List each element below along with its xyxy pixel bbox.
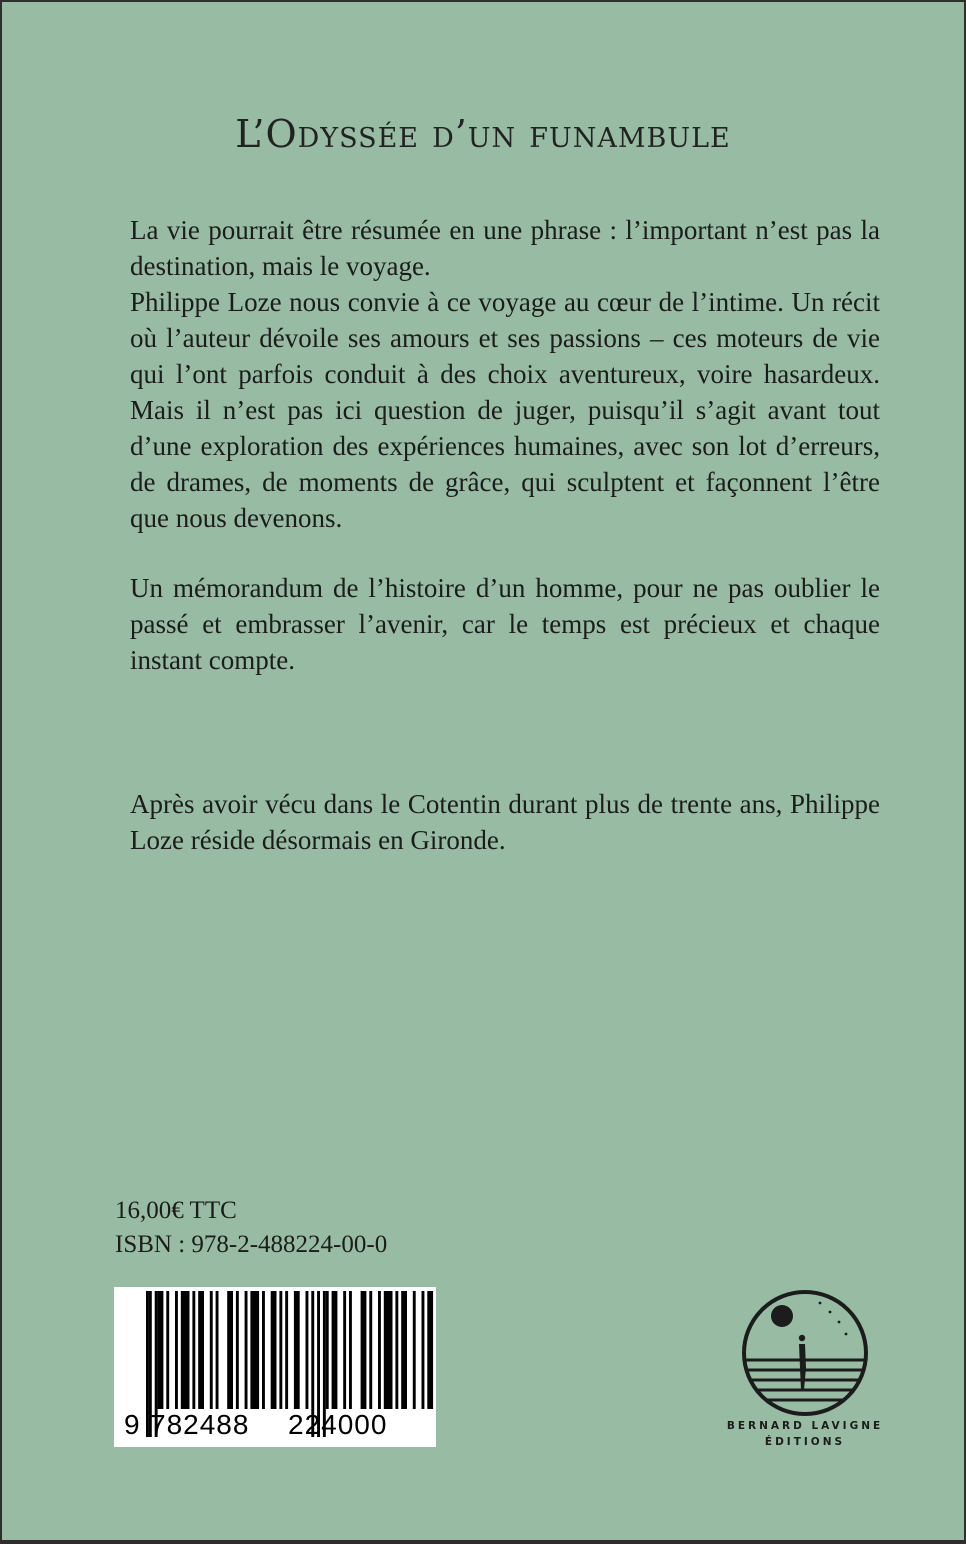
barcode-bar [279, 1291, 282, 1409]
barcode-bar [384, 1291, 393, 1409]
barcode-bar [427, 1291, 433, 1409]
barcode-bar [413, 1291, 416, 1409]
barcode-bar [369, 1291, 372, 1409]
barcode-bar [216, 1291, 219, 1409]
barcode-bar [227, 1291, 233, 1409]
barcode-bar [158, 1291, 164, 1409]
author-bio [130, 786, 880, 858]
barcode-bar [395, 1291, 398, 1409]
memorandum-paragraph: Un mémorandum de l’histoire d’un homme, pour ne pas oublier le passé et embrasser l’avenir, car le temps est précieux et chaque instant compte. [130, 573, 880, 675]
barcode-bar [343, 1291, 346, 1409]
barcode-bar [250, 1291, 259, 1409]
barcode-bar [349, 1291, 352, 1409]
blurb-paragraph-intro: La vie pourrait être résumée en une phrase : l’important n’est pas la destination, mais le voyage. [130, 215, 880, 281]
barcode-bar [401, 1291, 407, 1409]
barcode-bar [198, 1291, 204, 1409]
barcode-bar [294, 1291, 300, 1409]
barcode-bar [361, 1291, 367, 1409]
book-title: L’Odyssée d’un funambule [235, 112, 731, 156]
barcode-bar [271, 1291, 277, 1409]
barcode-bar [306, 1291, 309, 1409]
price-isbn-block [115, 1194, 387, 1262]
barcode-bar [146, 1291, 149, 1437]
publisher-editions: ÉDITIONS [764, 1436, 846, 1448]
book-back-cover [2, 2, 964, 1540]
barcode-left-digits: 782488 [150, 1409, 250, 1440]
barcode-bar [236, 1291, 239, 1409]
barcode-bar [285, 1291, 288, 1409]
barcode-bar [175, 1291, 178, 1409]
publisher-logo [720, 1286, 890, 1456]
barcode-bar [181, 1291, 190, 1409]
barcode-bar [262, 1291, 265, 1409]
barcode-right-digits: 224000 [288, 1409, 388, 1440]
isbn-label: ISBN : 978-2-488224-00-0 [115, 1231, 388, 1258]
barcode-bar [326, 1291, 329, 1409]
barcode-first-digit: 9 [124, 1409, 141, 1440]
barcode-bar [378, 1291, 381, 1409]
barcode-bar [332, 1291, 338, 1409]
price-label: 16,00€ TTC [115, 1197, 237, 1224]
barcode-bar [210, 1291, 213, 1409]
barcode [114, 1287, 436, 1447]
barcode-bar [245, 1291, 248, 1409]
memorandum-text [130, 570, 880, 678]
publisher-name: BERNARD LAVIGNE [726, 1420, 884, 1432]
barcode-bar [422, 1291, 425, 1409]
barcode-bar [166, 1291, 169, 1409]
blurb-text [130, 212, 880, 536]
blurb-paragraph-main: Philippe Loze nous convie à ce voyage au cœur de l’intime. Un récit où l’auteur dévoile ses amours et ses passions – ces moteurs de vie qui l’ont parfois conduit à des choix aventureux, voire hasardeux. Mais il n’est pas ici question de juger, puisqu’il s’agit avant tout d’une exploration des expériences humaines, avec son lot d’erreurs, de drames, de moments de grâce, qui sculptent et façonnent l’être que nous devenons. [130, 287, 880, 533]
sun-figure-sea-emblem-icon [738, 1286, 872, 1420]
barcode-bar [192, 1291, 195, 1409]
author-bio-paragraph: Après avoir vécu dans le Cotentin durant plus de trente ans, Philippe Loze réside désormais en Gironde. [130, 789, 880, 855]
